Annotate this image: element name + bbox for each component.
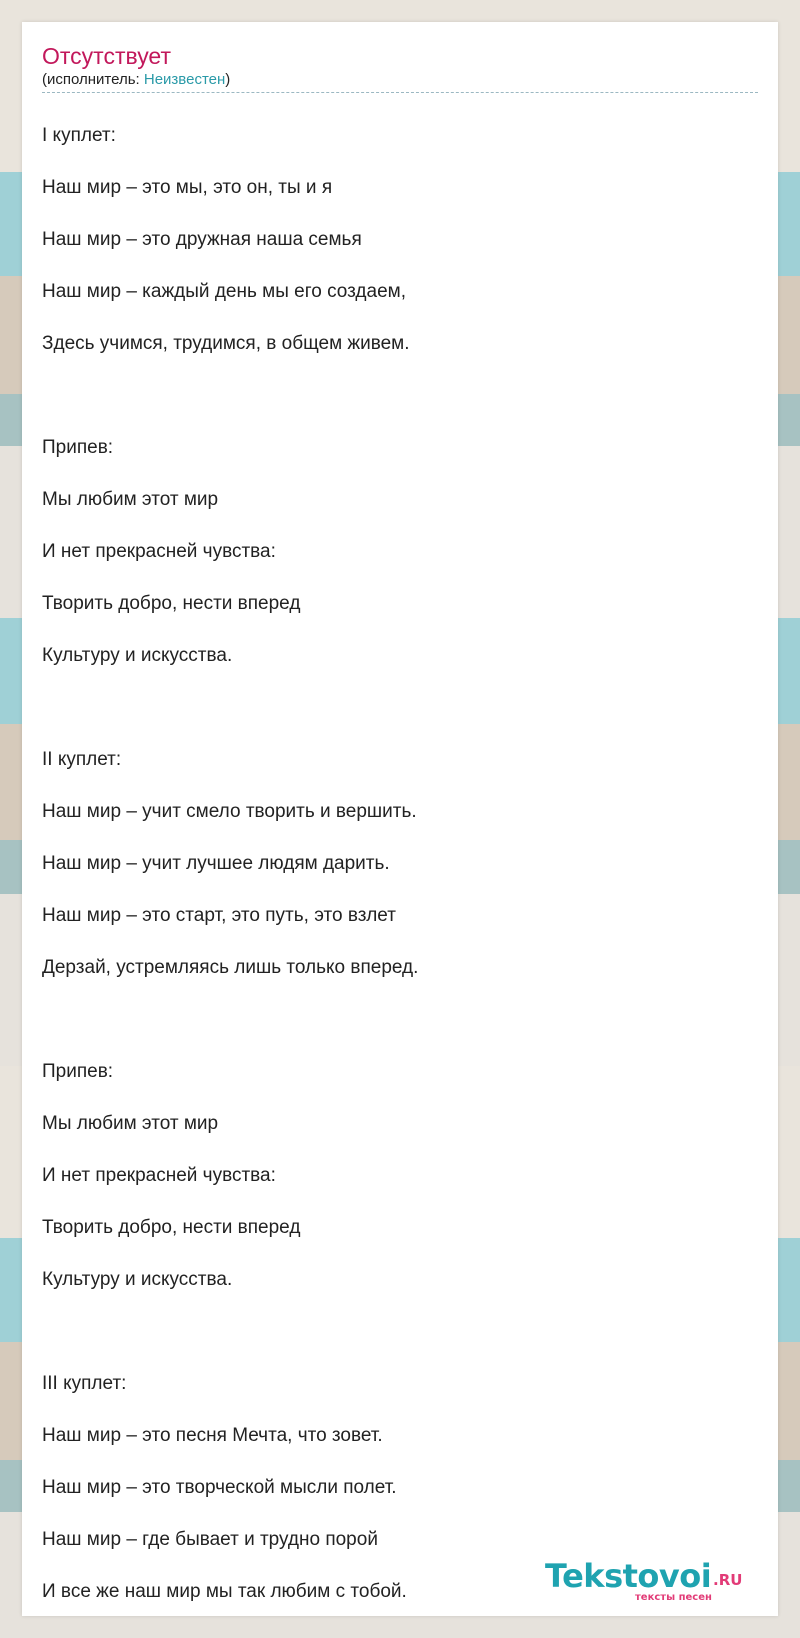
lyric-line: И нет прекрасней чувства: — [42, 541, 276, 562]
artist-line — [42, 70, 758, 90]
lyric-line: И нет прекрасней чувства: — [42, 1165, 276, 1186]
lyric-line: Припев: — [42, 1061, 114, 1082]
lyric-line: Наш мир – это мы, это он, ты и я — [42, 177, 333, 198]
lyric-line: Мы любим этот мир — [42, 1113, 219, 1134]
lyric-line: И все же наш мир мы так любим с тобой. — [42, 1581, 407, 1602]
lyric-line: Наш мир – это песня Мечта, что зовет. — [42, 1425, 383, 1446]
logo-tagline: тексты песен — [635, 1592, 712, 1603]
lyric-line: II куплет: — [42, 749, 122, 770]
artist-link[interactable]: Неизвестен — [143, 71, 226, 88]
lyric-line: Наш мир – учит лучшее людям дарить. — [42, 853, 390, 874]
lyric-line: Творить добро, нести вперед — [42, 593, 301, 614]
lyric-line: I куплет: — [42, 125, 116, 146]
lyric-line: Дерзай, устремляясь лишь только вперед. — [42, 957, 419, 978]
lyric-line: Культуру и искусства. — [42, 1269, 233, 1290]
lyrics-page — [22, 22, 778, 1616]
song-title: Отсутствует — [42, 43, 171, 69]
song-header — [42, 42, 758, 93]
logo-domain: .RU — [713, 1571, 743, 1589]
lyric-line: Творить добро, нести вперед — [42, 1217, 301, 1238]
lyrics-text — [42, 110, 758, 1618]
lyric-line — [42, 994, 758, 1046]
lyric-line: Наш мир – каждый день мы его создаем, — [42, 281, 406, 302]
lyric-line: III куплет: — [42, 1373, 127, 1394]
lyric-line: Мы любим этот мир — [42, 489, 219, 510]
lyric-line: Культуру и искусства. — [42, 645, 233, 666]
lyric-line: Наш мир – учит смело творить и вершить. — [42, 801, 417, 822]
lyric-line: Наш мир – это дружная наша семья — [42, 229, 362, 250]
lyric-line: Наш мир – это старт, это путь, это взлет — [42, 905, 396, 926]
lyric-line: Наш мир – это творческой мысли полет. — [42, 1477, 397, 1498]
lyric-line: Наш мир – где бывает и трудно порой — [42, 1529, 378, 1550]
lyric-line: Здесь учимся, трудимся, в общем живем. — [42, 333, 410, 354]
logo-wordmark: Tekstovoi — [545, 1557, 712, 1595]
lyric-line — [42, 682, 758, 734]
site-logo[interactable] — [545, 1550, 755, 1620]
lyric-line: Припев: — [42, 437, 114, 458]
lyric-line — [42, 370, 758, 422]
lyric-line — [42, 1306, 758, 1358]
artist-suffix: ) — [225, 71, 231, 88]
artist-prefix: (исполнитель: — [42, 71, 144, 88]
